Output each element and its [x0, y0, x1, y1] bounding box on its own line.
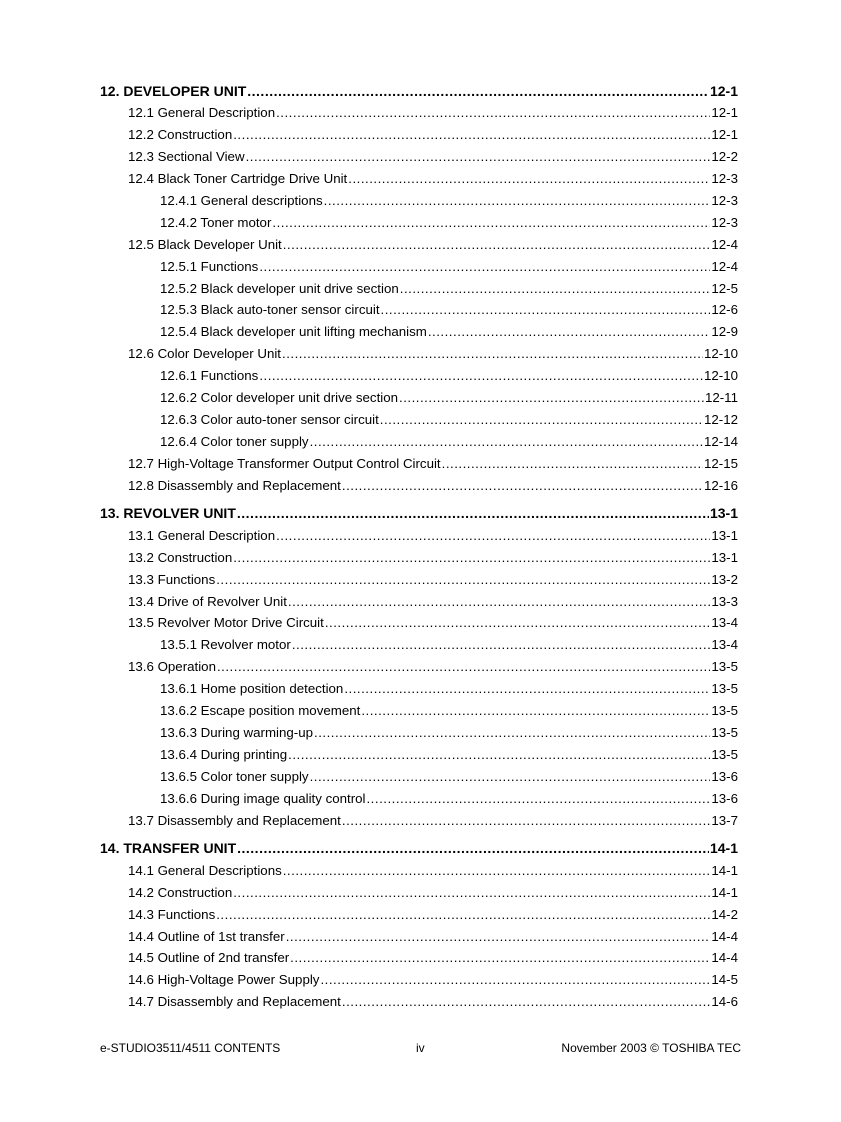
toc-dot-leader	[290, 950, 710, 965]
toc-entry-page: 13-6	[711, 768, 738, 784]
toc-entry-page: 13-2	[711, 571, 738, 587]
toc-subsection-entry[interactable]	[0, 633, 841, 655]
toc-entry-label: 13.1 General Description	[128, 527, 276, 543]
toc-dot-leader	[342, 813, 711, 828]
toc-entry-page: 12-4	[711, 236, 738, 252]
toc-chapter-entry[interactable]	[0, 78, 841, 102]
toc-entry-label: 14.4 Outline of 1st transfer	[128, 928, 285, 944]
toc-dot-leader	[288, 747, 710, 762]
toc-dot-leader	[246, 149, 711, 164]
toc-dot-leader	[216, 572, 710, 587]
toc-entry-label: 14. TRANSFER UNIT	[100, 840, 237, 856]
toc-section-entry[interactable]	[0, 903, 841, 925]
toc-entry-page: 14-6	[711, 994, 738, 1010]
toc-entry-label: 13. REVOLVER UNIT	[100, 505, 236, 522]
footer-copyright: November 2003 © TOSHIBA TEC	[561, 1041, 741, 1055]
toc-subsection-entry[interactable]	[0, 277, 841, 299]
toc-entry-label: 12.4 Black Toner Cartridge Drive Unit	[128, 171, 348, 187]
toc-entry-page: 12-12	[703, 411, 738, 427]
footer-page-number: iv	[416, 1041, 425, 1055]
toc-entry-page: 13-7	[711, 812, 738, 828]
toc-entry-label: 13.6.5 Color toner supply	[160, 768, 309, 784]
toc-section-entry[interactable]	[0, 990, 841, 1012]
toc-section-entry[interactable]	[0, 925, 841, 947]
toc-entry-label: 14.7 Disassembly and Replacement	[128, 994, 341, 1010]
toc-dot-leader	[216, 907, 710, 922]
toc-entry-page: 14-2	[711, 906, 738, 922]
toc-dot-leader	[288, 594, 710, 609]
toc-entry-label: 12.6.2 Color developer unit drive section	[160, 389, 399, 405]
toc-entry-page: 12-3	[711, 214, 738, 230]
toc-entry-page: 13-5	[711, 724, 738, 740]
toc-section-entry[interactable]	[0, 474, 841, 496]
toc-entry-label: 13.2 Construction	[128, 549, 233, 565]
toc-dot-leader	[276, 528, 710, 543]
toc-dot-leader	[442, 456, 703, 471]
toc-subsection-entry[interactable]	[0, 320, 841, 342]
toc-section-entry[interactable]	[0, 947, 841, 969]
toc-entry-label: 12. DEVELOPER UNIT	[100, 82, 247, 99]
toc-entry-label: 12.4.2 Toner motor	[160, 214, 272, 230]
toc-entry-label: 13.4 Drive of Revolver Unit	[128, 593, 287, 609]
toc-entry-label: 12.7 High-Voltage Transformer Output Control Circuit	[128, 455, 441, 471]
toc-dot-leader	[361, 703, 710, 718]
toc-subsection-entry[interactable]	[0, 721, 841, 743]
toc-entry-page: 12-16	[703, 477, 738, 493]
toc-dot-leader	[237, 505, 709, 521]
toc-entry-page: 13-1	[711, 527, 738, 543]
toc-dot-leader	[366, 791, 710, 806]
toc-dot-leader	[272, 215, 710, 230]
toc-dot-leader	[381, 302, 711, 317]
toc-subsection-entry[interactable]	[0, 677, 841, 699]
toc-entry-page: 12-5	[711, 280, 738, 296]
toc-entry-page: 13-5	[711, 703, 738, 719]
toc-dot-leader	[282, 346, 703, 361]
toc-entry-page: 12-3	[711, 192, 738, 208]
toc-entry-label: 13.7 Disassembly and Replacement	[128, 812, 341, 828]
toc-dot-leader	[259, 368, 703, 383]
toc-subsection-entry[interactable]	[0, 189, 841, 211]
toc-section-entry[interactable]	[0, 968, 841, 990]
toc-dot-leader	[310, 434, 703, 449]
toc-entry-page: 12-3	[711, 171, 738, 187]
toc-entry-label: 14.5 Outline of 2nd transfer	[128, 950, 290, 966]
toc-entry-label: 13.5.1 Revolver motor	[160, 637, 291, 653]
toc-entry-label: 14.6 High-Voltage Power Supply	[128, 972, 320, 988]
toc-dot-leader	[320, 972, 710, 987]
toc-entry-page: 13-4	[711, 637, 738, 653]
toc-dot-leader	[247, 83, 709, 99]
toc-entry-page: 13-4	[711, 615, 738, 631]
toc-section-entry[interactable]	[0, 590, 841, 612]
toc-entry-label: 12.6.4 Color toner supply	[160, 433, 309, 449]
toc-entry-page: 12-9	[711, 324, 738, 340]
toc-dot-leader	[283, 863, 711, 878]
toc-entry-label: 12.1 General Description	[128, 105, 276, 121]
toc-entry-label: 14.2 Construction	[128, 884, 233, 900]
toc-entry-label: 13.6.3 During warming-up	[160, 724, 313, 740]
toc-dot-leader	[233, 550, 710, 565]
toc-subsection-entry[interactable]	[0, 386, 841, 408]
toc-dot-leader	[342, 994, 711, 1009]
toc-entry-label: 14.1 General Descriptions	[128, 862, 282, 878]
toc-entry-label: 12.6 Color Developer Unit	[128, 346, 281, 362]
toc-chapter-entry[interactable]	[0, 496, 841, 525]
toc-section-entry[interactable]	[0, 809, 841, 831]
toc-entry-page: 14-5	[711, 972, 738, 988]
toc-subsection-entry[interactable]	[0, 299, 841, 321]
toc-subsection-entry[interactable]	[0, 408, 841, 430]
toc-section-entry[interactable]	[0, 102, 841, 124]
toc-entry-page: 12-11	[704, 389, 738, 405]
toc-dot-leader	[348, 171, 710, 186]
toc-subsection-entry[interactable]	[0, 255, 841, 277]
toc-entry-label: 12.5.3 Black auto-toner sensor circuit	[160, 302, 380, 318]
toc-entry-label: 13.6 Operation	[128, 659, 216, 675]
toc-entry-page: 13-6	[711, 790, 738, 806]
toc-entry-page: 12-15	[703, 455, 738, 471]
toc-dot-leader	[428, 324, 711, 339]
toc-entry-label: 13.6.4 During printing	[160, 746, 288, 762]
toc-section-entry[interactable]	[0, 546, 841, 568]
toc-dot-leader	[380, 412, 703, 427]
table-of-contents	[0, 78, 841, 1012]
toc-dot-leader	[344, 681, 710, 696]
toc-dot-leader	[399, 390, 704, 405]
toc-dot-leader	[310, 769, 711, 784]
toc-entry-page: 13-5	[711, 659, 738, 675]
toc-dot-leader	[217, 659, 710, 674]
toc-entry-label: 12.8 Disassembly and Replacement	[128, 477, 341, 493]
toc-entry-page: 13-1	[709, 505, 738, 522]
toc-section-entry[interactable]	[0, 123, 841, 145]
toc-entry-label: 13.6.6 During image quality control	[160, 790, 366, 806]
page-footer	[100, 1041, 741, 1057]
toc-subsection-entry[interactable]	[0, 211, 841, 233]
toc-dot-leader	[286, 929, 711, 944]
toc-entry-label: 12.5.4 Black developer unit lifting mechanism	[160, 324, 427, 340]
toc-dot-leader	[314, 725, 710, 740]
toc-entry-page: 14-1	[709, 840, 738, 856]
toc-dot-leader	[325, 615, 711, 630]
toc-dot-leader	[283, 237, 711, 252]
toc-subsection-entry[interactable]	[0, 364, 841, 386]
toc-dot-leader	[259, 259, 710, 274]
toc-dot-leader	[233, 885, 710, 900]
toc-entry-page: 13-3	[711, 593, 738, 609]
toc-section-entry[interactable]	[0, 612, 841, 634]
toc-dot-leader	[233, 127, 710, 142]
toc-chapter-entry[interactable]	[0, 831, 841, 860]
toc-entry-page: 14-4	[711, 950, 738, 966]
toc-section-entry[interactable]	[0, 342, 841, 364]
footer-document-title: e-STUDIO3511/4511 CONTENTS	[100, 1041, 281, 1055]
toc-entry-page: 12-1	[711, 105, 738, 121]
toc-entry-page: 14-1	[711, 862, 738, 878]
toc-section-entry[interactable]	[0, 233, 841, 255]
toc-entry-label: 14.3 Functions	[128, 906, 216, 922]
toc-subsection-entry[interactable]	[0, 699, 841, 721]
toc-subsection-entry[interactable]	[0, 765, 841, 787]
toc-subsection-entry[interactable]	[0, 787, 841, 809]
toc-entry-label: 13.3 Functions	[128, 571, 216, 587]
toc-entry-page: 14-1	[711, 884, 738, 900]
toc-section-entry[interactable]	[0, 655, 841, 677]
toc-entry-label: 12.5 Black Developer Unit	[128, 236, 282, 252]
toc-entry-label: 12.2 Construction	[128, 127, 233, 143]
toc-section-entry[interactable]	[0, 859, 841, 881]
toc-entry-label: 12.6.3 Color auto-toner sensor circuit	[160, 411, 379, 427]
toc-entry-label: 13.6.2 Escape position movement	[160, 703, 361, 719]
toc-section-entry[interactable]	[0, 145, 841, 167]
toc-section-entry[interactable]	[0, 452, 841, 474]
toc-entry-label: 12.6.1 Functions	[160, 368, 259, 384]
toc-section-entry[interactable]	[0, 167, 841, 189]
toc-entry-page: 12-1	[711, 127, 738, 143]
toc-entry-page: 12-14	[703, 433, 738, 449]
toc-dot-leader	[292, 637, 711, 652]
toc-dot-leader	[276, 105, 710, 120]
toc-entry-label: 12.4.1 General descriptions	[160, 192, 323, 208]
toc-entry-page: 14-4	[711, 928, 738, 944]
toc-entry-label: 12.5.2 Black developer unit drive section	[160, 280, 399, 296]
toc-entry-page: 12-2	[711, 149, 738, 165]
toc-entry-label: 13.5 Revolver Motor Drive Circuit	[128, 615, 324, 631]
toc-entry-page: 13-5	[711, 681, 738, 697]
toc-section-entry[interactable]	[0, 881, 841, 903]
toc-entry-label: 13.6.1 Home position detection	[160, 681, 344, 697]
toc-entry-label: 12.3 Sectional View	[128, 149, 245, 165]
toc-entry-page: 12-6	[711, 302, 738, 318]
toc-section-entry[interactable]	[0, 568, 841, 590]
toc-dot-leader	[237, 840, 709, 856]
toc-dot-leader	[342, 478, 703, 493]
toc-entry-label: 12.5.1 Functions	[160, 258, 259, 274]
toc-entry-page: 12-10	[703, 346, 738, 362]
toc-subsection-entry[interactable]	[0, 430, 841, 452]
toc-entry-page: 13-1	[711, 549, 738, 565]
toc-entry-page: 12-10	[703, 368, 738, 384]
toc-subsection-entry[interactable]	[0, 743, 841, 765]
toc-dot-leader	[324, 193, 711, 208]
toc-dot-leader	[400, 281, 711, 296]
toc-entry-page: 12-1	[709, 82, 738, 99]
toc-entry-page: 12-4	[711, 258, 738, 274]
toc-entry-page: 13-5	[711, 746, 738, 762]
toc-section-entry[interactable]	[0, 524, 841, 546]
